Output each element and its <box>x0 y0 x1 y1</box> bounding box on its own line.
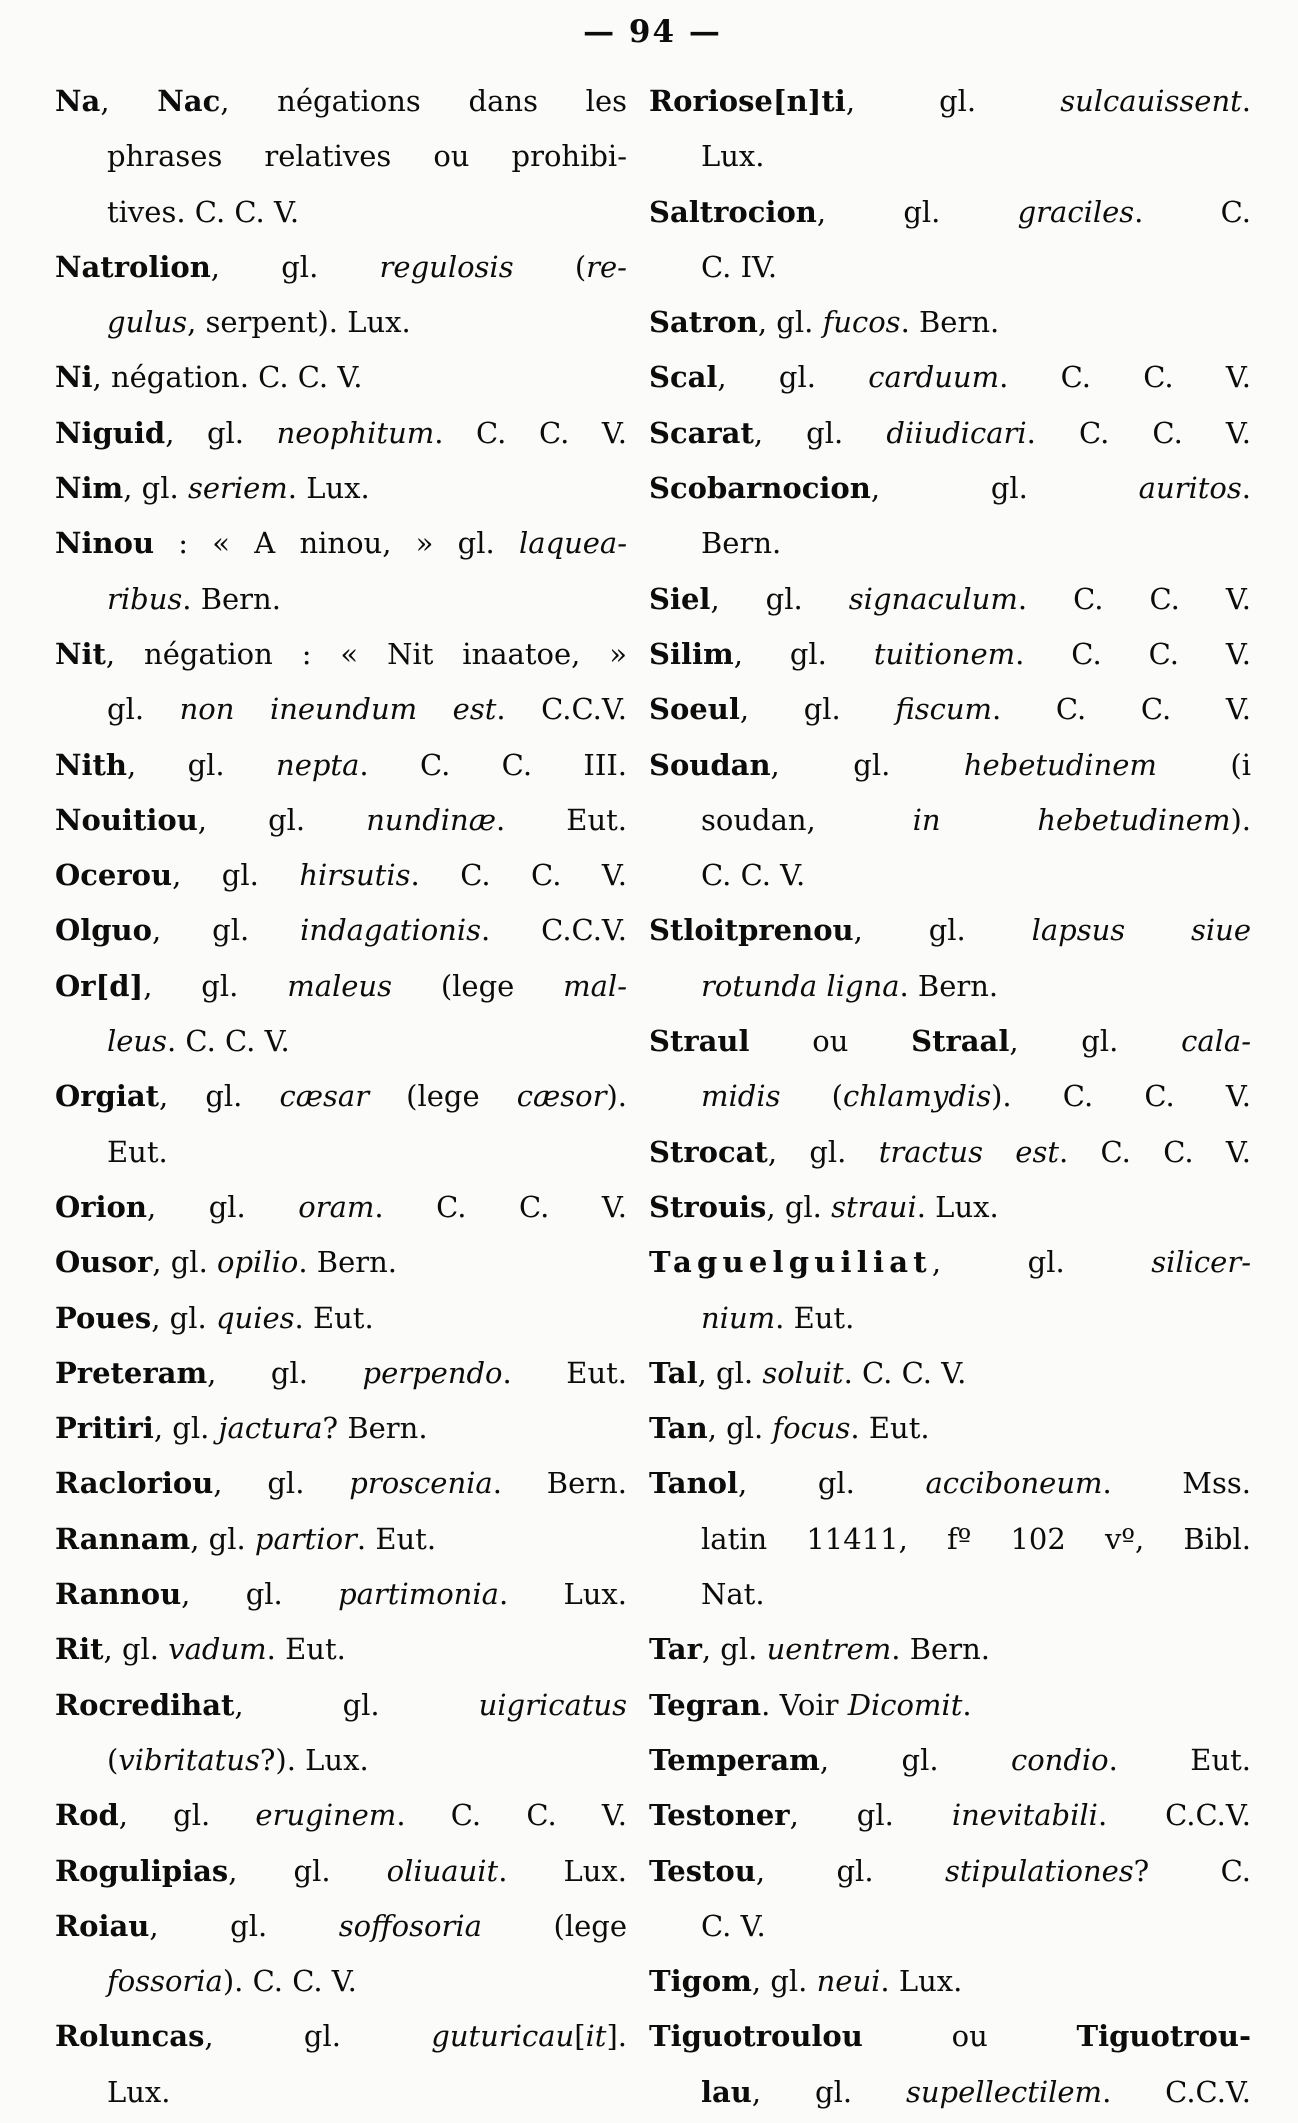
dictionary-entry <box>55 516 627 627</box>
dictionary-entry <box>55 461 627 516</box>
entry-line: C. IV. <box>701 249 778 284</box>
entry-line: gl. non ineundum est. C.C.V. <box>107 692 627 727</box>
entry-line: Silim, gl. tuitionem. C. C. V. <box>649 636 1251 671</box>
entry-line: Nouitiou, gl. nundinæ. Eut. <box>55 802 627 837</box>
entry-line: Rod, gl. eruginem. C. C. V. <box>55 1798 627 1833</box>
entry-line: fossoria). C. C. V. <box>107 1964 357 1999</box>
entry-line: Tanol, gl. acciboneum. Mss. <box>649 1466 1251 1501</box>
entry-line: C. C. V. <box>701 858 806 893</box>
entry-line: Orion, gl. oram. C. C. V. <box>55 1189 627 1224</box>
dictionary-entry <box>55 1788 627 1843</box>
entry-line: Roiau, gl. soffosoria (lege <box>55 1908 627 1943</box>
dictionary-entry <box>55 1235 627 1290</box>
dictionary-entry <box>55 1622 627 1677</box>
entry-line: Soudan, gl. hebetudinem (i <box>649 747 1251 782</box>
entry-line: Stloitprenou, gl. lapsus siue <box>649 913 1251 948</box>
dictionary-entry <box>55 2009 627 2120</box>
entry-line: Roriose[n]ti, gl. sulcauissent. <box>649 84 1251 118</box>
dictionary-entry <box>649 2009 1251 2120</box>
entry-line: soudan, in hebetudinem). <box>701 802 1251 837</box>
dictionary-entry <box>55 1678 627 1789</box>
entry-line: Testoner, gl. inevitabili. C.C.V. <box>649 1798 1251 1833</box>
entry-line: Tan, gl. focus. Eut. <box>649 1411 930 1446</box>
entry-line: Orgiat, gl. cæsar (lege cæsor). <box>55 1079 627 1114</box>
dictionary-entry <box>55 406 627 461</box>
dictionary-entry <box>649 572 1251 627</box>
dictionary-entry <box>649 1733 1251 1788</box>
entry-line: Nit, négation : « Nit inaatoe, » <box>55 636 627 671</box>
entry-line: Taguelguiliat, gl. silicer- <box>649 1245 1251 1280</box>
dictionary-entry <box>649 1456 1251 1622</box>
entry-line: Ousor, gl. opilio. Bern. <box>55 1245 397 1280</box>
dictionary-entry <box>649 350 1251 405</box>
entry-line: Roluncas, gl. guturicau[it]. <box>55 2019 627 2054</box>
dictionary-entry <box>55 1899 627 2010</box>
dictionary-entry <box>55 1844 627 1899</box>
entry-line: Strocat, gl. tractus est. C. C. V. <box>649 1134 1251 1169</box>
entry-line: Lux. <box>701 139 765 174</box>
entry-line: Scal, gl. carduum. C. C. V. <box>649 360 1251 395</box>
entry-line: Ni, négation. C. C. V. <box>55 360 363 395</box>
entry-line: Scobarnocion, gl. auritos. <box>649 471 1251 506</box>
dictionary-entry <box>649 1954 1251 2009</box>
entry-line: Pritiri, gl. jactura? Bern. <box>55 1411 428 1446</box>
dictionary-entry <box>55 959 627 1070</box>
dictionary-entry <box>649 1014 1251 1125</box>
entry-line: midis (chlamydis). C. C. V. <box>701 1079 1251 1114</box>
dictionary-entry <box>649 1180 1251 1235</box>
entry-line: Niguid, gl. neophitum. C. C. V. <box>55 415 627 450</box>
entry-line: leus. C. C. V. <box>107 1024 290 1059</box>
dictionary-entry <box>649 627 1251 682</box>
dictionary-entry <box>649 1788 1251 1843</box>
entry-line: Racloriou, gl. proscenia. Bern. <box>55 1466 628 1501</box>
entry-line: Bern. <box>701 526 782 561</box>
dictionary-entry <box>55 627 627 738</box>
dictionary-entry <box>55 1180 627 1235</box>
dictionary-entry <box>55 848 627 903</box>
text-columns <box>55 74 1298 2120</box>
entry-line: Eut. <box>107 1134 168 1169</box>
entry-line: Siel, gl. signaculum. C. C. V. <box>649 581 1251 616</box>
entry-line: C. V. <box>701 1908 766 1943</box>
dictionary-entry <box>649 1401 1251 1456</box>
entry-line: Rogulipias, gl. oliuauit. Lux. <box>55 1853 627 1888</box>
dictionary-entry <box>649 1346 1251 1401</box>
entry-line: Nim, gl. seriem. Lux. <box>55 471 370 506</box>
dictionary-entry <box>55 1567 627 1622</box>
dictionary-entry <box>649 1125 1251 1180</box>
dictionary-entry <box>649 406 1251 461</box>
dictionary-entry <box>55 1069 627 1180</box>
dictionary-entry <box>55 903 627 958</box>
entry-line: Strouis, gl. straui. Lux. <box>649 1189 999 1224</box>
entry-line: (vibritatus?). Lux. <box>107 1742 369 1777</box>
entry-line: nium. Eut. <box>701 1300 855 1335</box>
entry-line: Testou, gl. stipulationes? C. <box>649 1853 1251 1888</box>
dictionary-entry <box>55 1346 627 1401</box>
dictionary-entry <box>649 295 1251 350</box>
entry-line: latin 11411, fº 102 vº, Bibl. <box>701 1521 1251 1556</box>
dictionary-entry <box>55 1291 627 1346</box>
entry-line: rotunda ligna. Bern. <box>701 968 999 1003</box>
dictionary-entry <box>649 1844 1251 1955</box>
entry-line: Olguo, gl. indagationis. C.C.V. <box>55 913 627 948</box>
dictionary-entry <box>55 350 627 405</box>
right-column <box>649 74 1251 2120</box>
dictionary-entry <box>55 240 627 351</box>
entry-line: phrases relatives ou prohibi- <box>107 139 627 174</box>
entry-line: Preteram, gl. perpendo. Eut. <box>55 1355 627 1390</box>
dictionary-entry <box>55 738 627 793</box>
entry-line: Na, Nac, négations dans les <box>55 84 628 118</box>
entry-line: tives. C. C. V. <box>107 194 300 229</box>
entry-line: Saltrocion, gl. graciles. C. <box>649 194 1251 229</box>
dictionary-entry <box>55 74 627 240</box>
entry-line: ribus. Bern. <box>107 581 281 616</box>
entry-line: Straul ou Straal, gl. cala- <box>649 1024 1251 1059</box>
dictionary-entry <box>649 461 1251 572</box>
entry-line: Tar, gl. uentrem. Bern. <box>649 1632 990 1667</box>
entry-line: lau, gl. supellectilem. C.C.V. <box>701 2074 1251 2109</box>
dictionary-entry <box>649 74 1251 185</box>
dictionary-entry <box>55 1456 627 1511</box>
entry-line: Rit, gl. vadum. Eut. <box>55 1632 346 1667</box>
entry-line: Rannam, gl. partior. Eut. <box>55 1521 437 1556</box>
left-column <box>55 74 627 2120</box>
entry-line: Nith, gl. nepta. C. C. III. <box>55 747 627 782</box>
dictionary-entry <box>55 793 627 848</box>
entry-line: Natrolion, gl. regulosis (re- <box>55 249 627 284</box>
entry-line: Ninou : « A ninou, » gl. laquea- <box>55 526 627 561</box>
entry-line: Or[d], gl. maleus (lege mal- <box>55 968 627 1003</box>
dictionary-entry <box>649 682 1251 737</box>
dictionary-entry <box>649 1622 1251 1677</box>
entry-line: Temperam, gl. condio. Eut. <box>649 1742 1251 1777</box>
dictionary-entry <box>649 1235 1251 1346</box>
entry-line: gulus, serpent). Lux. <box>107 305 411 340</box>
entry-line: Tigom, gl. neui. Lux. <box>649 1964 963 1999</box>
dictionary-entry <box>55 1401 627 1456</box>
dictionary-entry <box>649 1678 1251 1733</box>
entry-line: Nat. <box>701 1577 765 1612</box>
dictionary-entry <box>649 903 1251 1014</box>
entry-line: Lux. <box>107 2074 171 2109</box>
entry-line: Ocerou, gl. hirsutis. C. C. V. <box>55 858 627 893</box>
dictionary-entry <box>649 738 1251 904</box>
entry-line: Rannou, gl. partimonia. Lux. <box>55 1577 627 1612</box>
entry-line: Tal, gl. soluit. C. C. V. <box>649 1355 967 1390</box>
entry-line: Satron, gl. fucos. Bern. <box>649 305 1000 340</box>
entry-line: Rocredihat, gl. uigricatus <box>55 1687 627 1722</box>
entry-line: Scarat, gl. diiudicari. C. C. V. <box>649 415 1251 450</box>
dictionary-entry <box>55 1512 627 1567</box>
entry-line: Soeul, gl. fiscum. C. C. V. <box>649 692 1251 727</box>
entry-line: Tiguotroulou ou Tiguotrou- <box>649 2019 1251 2054</box>
dictionary-entry <box>649 185 1251 296</box>
page-number: — 94 — <box>583 14 722 50</box>
entry-line: Poues, gl. quies. Eut. <box>55 1300 374 1335</box>
entry-line: Tegran. Voir Dicomit. <box>649 1687 972 1722</box>
